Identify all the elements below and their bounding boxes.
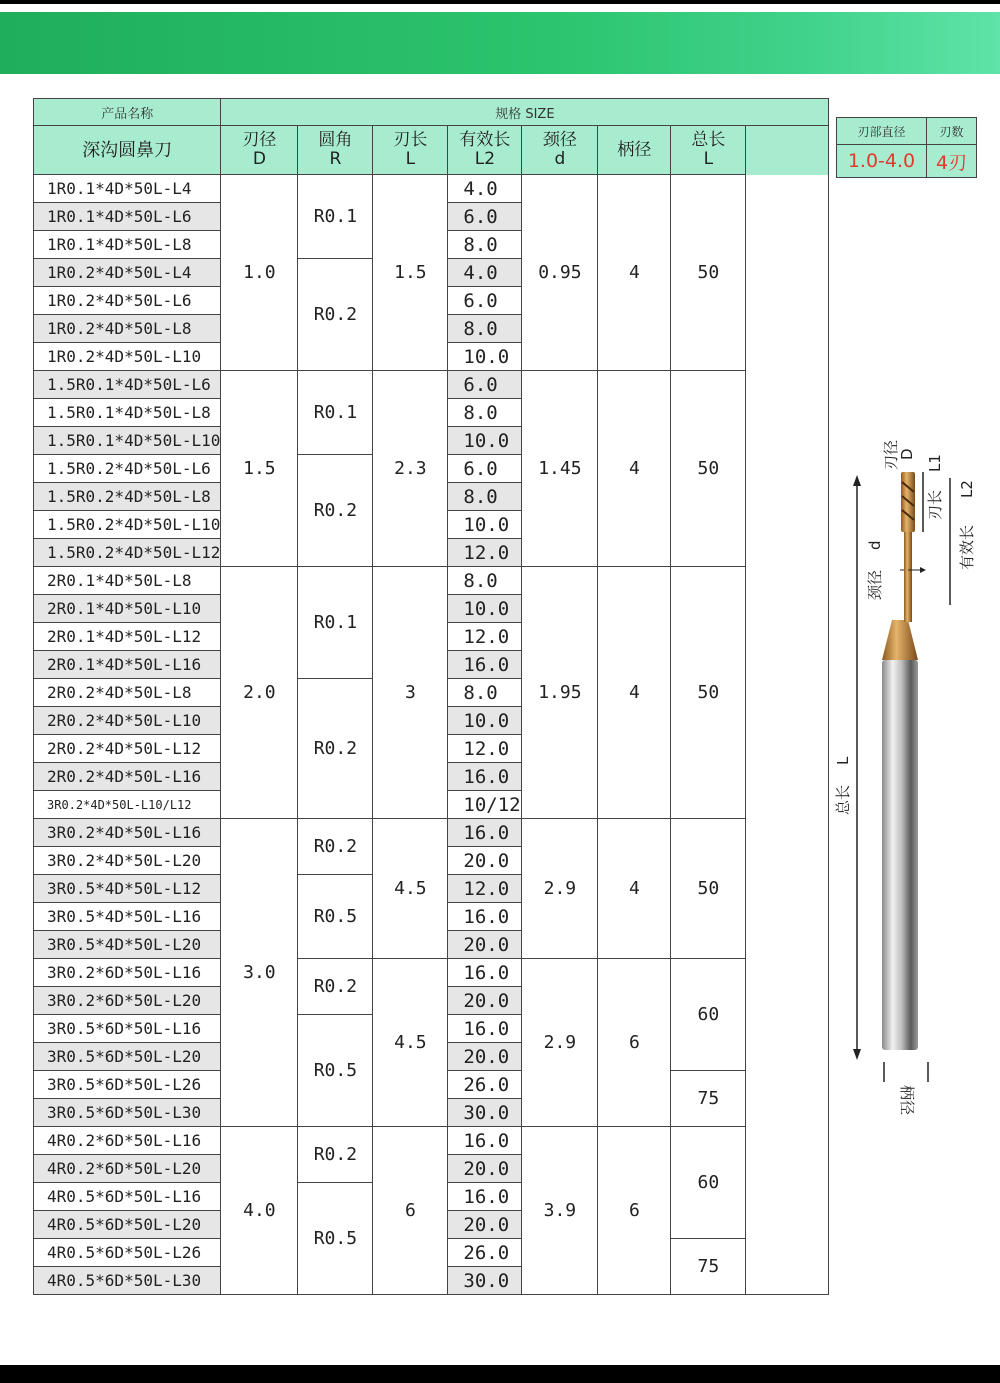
table-row [34,371,829,399]
col-header-L: 刃长 L [373,126,448,175]
effective-length: 16.0 [448,819,522,847]
blade-diameter-label: 刃径 [882,439,900,470]
product-model: 1R0.1*4D*50L-L4 [34,175,221,203]
neck-diameter: 2.9 [522,959,598,1127]
neck-diameter: 2.9 [522,819,598,959]
product-model: 1R0.2*4D*50L-L6 [34,287,221,315]
shank-body [882,660,918,1050]
blade-length: 2.3 [373,371,448,567]
corner-radius: R0.2 [298,259,373,371]
effective-length: 8.0 [448,567,522,595]
effective-length: 10.0 [448,343,522,371]
corner-radius: R0.1 [298,175,373,259]
col-header-shank: 柄径 [598,126,671,175]
blade-length: 3 [373,567,448,819]
total-length: 75 [671,1071,746,1127]
effective-length: 6.0 [448,371,522,399]
product-model: 2R0.2*4D*50L-L16 [34,763,221,791]
effective-length: 10.0 [448,595,522,623]
corner-radius: R0.2 [298,679,373,819]
effective-length: 6.0 [448,455,522,483]
effective-length: 12.0 [448,735,522,763]
product-model: 1.5R0.1*4D*50L-L6 [34,371,221,399]
product-model: 2R0.1*4D*50L-L10 [34,595,221,623]
mini-value-flutes: 4刃 [927,145,977,178]
product-model: 3R0.5*4D*50L-L20 [34,931,221,959]
effective-length: 20.0 [448,847,522,875]
product-model: 3R0.5*6D*50L-L16 [34,1015,221,1043]
blade-diameter-sym: D [898,448,916,460]
mini-spec-table [836,117,977,178]
product-model: 1.5R0.2*4D*50L-L8 [34,483,221,511]
effective-length: 10/12 [448,791,522,819]
effective-length: 16.0 [448,903,522,931]
product-model: 3R0.2*6D*50L-L16 [34,959,221,987]
effective-length: 16.0 [448,763,522,791]
blade-length: 6 [373,1127,448,1295]
neck-taper [882,620,918,660]
table-row [34,959,829,987]
shank-diameter: 4 [598,567,671,819]
effective-length: 8.0 [448,483,522,511]
corner-radius: R0.1 [298,371,373,455]
corner-radius: R0.5 [298,1015,373,1127]
effective-length: 30.0 [448,1099,522,1127]
corner-radius: R0.5 [298,1183,373,1295]
mini-header-flutes: 刃数 [927,118,977,145]
blade-length-sym: L1 [926,454,944,472]
header-banner [0,12,1000,74]
total-length: 60 [671,959,746,1071]
product-model: 2R0.2*4D*50L-L8 [34,679,221,707]
top-border [0,0,1000,4]
product-model: 4R0.2*6D*50L-L16 [34,1127,221,1155]
neck-diameter: 0.95 [522,175,598,371]
neck-label: 颈径 [866,569,884,600]
effective-length: 16.0 [448,651,522,679]
corner-radius: R0.2 [298,959,373,1015]
eff-length-sym: L2 [958,480,976,498]
product-model: 2R0.2*4D*50L-L10 [34,707,221,735]
shank-diameter: 4 [598,371,671,567]
blade-length: 1.5 [373,175,448,371]
col-header-R: 圆角 R [298,126,373,175]
effective-length: 8.0 [448,231,522,259]
total-length: 50 [671,175,746,371]
corner-radius: R0.1 [298,567,373,679]
total-length: 50 [671,371,746,567]
total-length: 50 [671,819,746,959]
total-length-label: 总长 [834,784,852,815]
effective-length: 16.0 [448,959,522,987]
product-model: 3R0.2*4D*50L-L10/L12 [34,791,221,819]
spec-table [33,98,829,1295]
neck-diameter: 3.9 [522,1127,598,1295]
product-name: 深沟圆鼻刀 [34,126,221,175]
effective-length: 20.0 [448,1155,522,1183]
effective-length: 4.0 [448,259,522,287]
product-model: 1R0.2*4D*50L-L8 [34,315,221,343]
effective-length: 12.0 [448,623,522,651]
effective-length: 16.0 [448,1015,522,1043]
product-model: 3R0.2*4D*50L-L20 [34,847,221,875]
product-model: 2R0.1*4D*50L-L12 [34,623,221,651]
spec-title: 规格 SIZE [221,99,829,126]
effective-length: 10.0 [448,427,522,455]
effective-length: 20.0 [448,1043,522,1071]
product-model: 3R0.5*4D*50L-L12 [34,875,221,903]
col-header-D: 刃径 D [221,126,298,175]
effective-length: 4.0 [448,175,522,203]
col-header-d: 颈径 d [522,126,598,175]
effective-length: 10.0 [448,707,522,735]
blade-diameter: 1.5 [221,371,298,567]
effective-length: 8.0 [448,315,522,343]
effective-length: 12.0 [448,539,522,567]
product-name-title: 产品名称 [34,99,221,126]
product-model: 1.5R0.2*4D*50L-L12 [34,539,221,567]
product-model: 1R0.1*4D*50L-L6 [34,203,221,231]
corner-radius: R0.5 [298,875,373,959]
effective-length: 30.0 [448,1267,522,1295]
effective-length: 8.0 [448,399,522,427]
product-model: 2R0.1*4D*50L-L8 [34,567,221,595]
neck-diameter: 1.45 [522,371,598,567]
neck-diameter: 1.95 [522,567,598,819]
product-model: 3R0.5*6D*50L-L26 [34,1071,221,1099]
effective-length: 10.0 [448,511,522,539]
shank-label: 柄径 [898,1085,916,1116]
product-model: 1R0.2*4D*50L-L10 [34,343,221,371]
mini-header-diameter: 刃部直径 [837,118,927,145]
product-model: 2R0.1*4D*50L-L16 [34,651,221,679]
effective-length: 26.0 [448,1239,522,1267]
blade-length: 4.5 [373,959,448,1127]
effective-length: 8.0 [448,679,522,707]
end-mill-diagram [820,420,1000,1116]
shank-diameter: 6 [598,959,671,1127]
shank-diameter: 4 [598,175,671,371]
product-model: 4R0.2*6D*50L-L20 [34,1155,221,1183]
product-model: 3R0.5*6D*50L-L30 [34,1099,221,1127]
blade-diameter: 4.0 [221,1127,298,1295]
product-model: 4R0.5*6D*50L-L30 [34,1267,221,1295]
product-model: 3R0.5*6D*50L-L20 [34,1043,221,1071]
table-row [34,819,829,847]
blade-diameter: 3.0 [221,819,298,1127]
product-model: 1R0.2*4D*50L-L4 [34,259,221,287]
product-model: 4R0.5*6D*50L-L20 [34,1211,221,1239]
effective-length: 20.0 [448,931,522,959]
blade-diameter: 2.0 [221,567,298,819]
product-model: 3R0.2*4D*50L-L16 [34,819,221,847]
col-header-L2: 有效长 L2 [448,126,522,175]
product-model: 1.5R0.1*4D*50L-L8 [34,399,221,427]
total-length: 75 [671,1239,746,1295]
total-length: 50 [671,567,746,819]
effective-length: 20.0 [448,1211,522,1239]
table-row [34,175,829,203]
product-model: 1R0.1*4D*50L-L8 [34,231,221,259]
effective-length: 20.0 [448,987,522,1015]
extra-column [746,175,829,1295]
effective-length: 6.0 [448,287,522,315]
col-header-total: 总长 L [671,126,746,175]
neck [904,530,912,622]
product-model: 3R0.2*6D*50L-L20 [34,987,221,1015]
product-model: 3R0.5*4D*50L-L16 [34,903,221,931]
table-row [34,567,829,595]
corner-radius: R0.2 [298,455,373,567]
mini-value-diameter: 1.0-4.0 [837,145,927,178]
effective-length: 16.0 [448,1183,522,1211]
neck-sym: d [866,540,884,550]
effective-length: 12.0 [448,875,522,903]
effective-length: 16.0 [448,1127,522,1155]
blade-diameter: 1.0 [221,175,298,371]
product-model: 4R0.5*6D*50L-L16 [34,1183,221,1211]
corner-radius: R0.2 [298,819,373,875]
eff-length-label: 有效长 [958,524,976,570]
corner-radius: R0.2 [298,1127,373,1183]
product-model: 1.5R0.2*4D*50L-L10 [34,511,221,539]
blade-length: 4.5 [373,819,448,959]
total-length: 60 [671,1127,746,1239]
table-row [34,1127,829,1155]
bottom-border [0,1365,1000,1383]
effective-length: 26.0 [448,1071,522,1099]
total-length-sym: L [834,756,852,765]
product-model: 4R0.5*6D*50L-L26 [34,1239,221,1267]
effective-length: 6.0 [448,203,522,231]
product-model: 1.5R0.2*4D*50L-L6 [34,455,221,483]
product-model: 2R0.2*4D*50L-L12 [34,735,221,763]
blade-length-label: 刃长 [926,489,944,520]
col-header-extra [746,126,829,175]
product-model: 1.5R0.1*4D*50L-L10 [34,427,221,455]
shank-diameter: 4 [598,819,671,959]
shank-diameter: 6 [598,1127,671,1295]
